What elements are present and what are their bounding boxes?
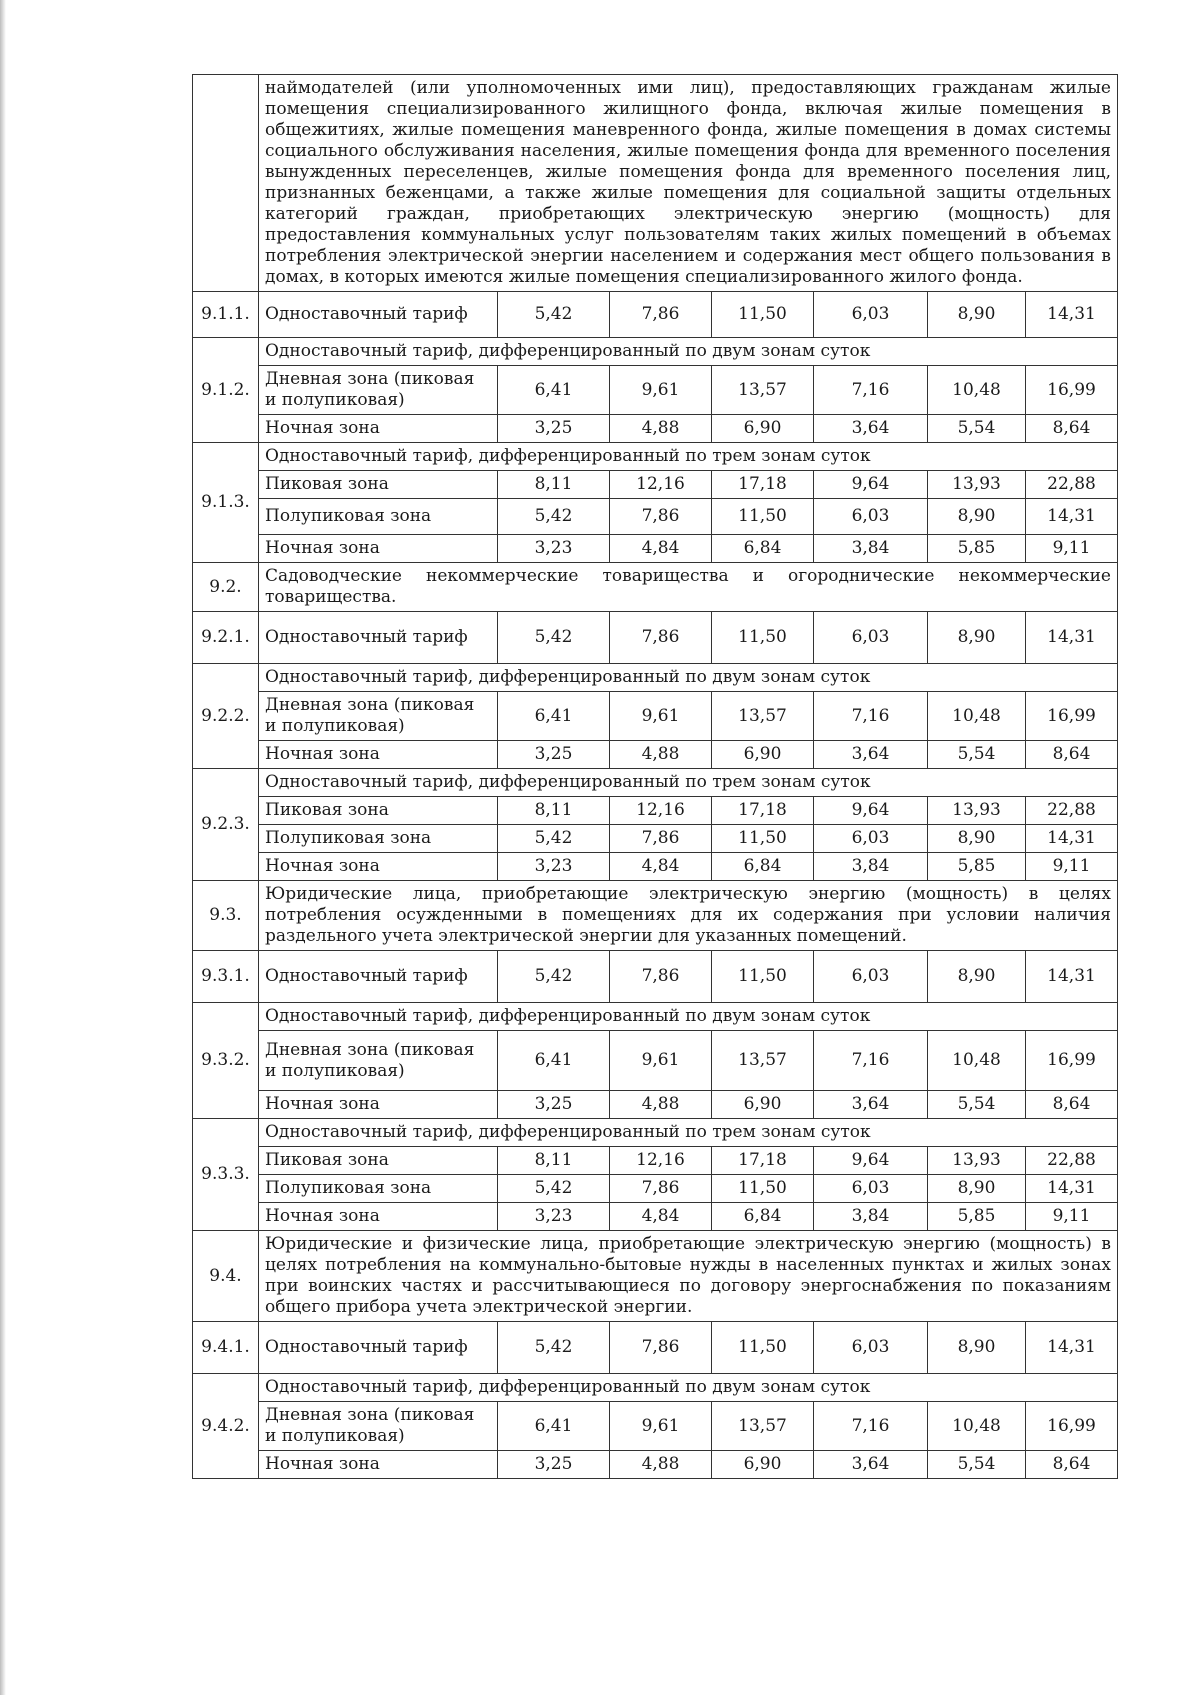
section-description: Юридические лица, приобретающие электрическую энергию (мощность) в целях потребления осужденными в помещениях для их содержания при условии наличия раздельного учета электрической энергии для указанных помещений. — [259, 881, 1118, 951]
table-row — [193, 1402, 1118, 1451]
tariff-value: 13,57 — [712, 692, 814, 741]
row-number: 9.3.2. — [193, 1003, 259, 1119]
table-row — [193, 1031, 1118, 1091]
table-row — [193, 471, 1118, 499]
table-row — [193, 1147, 1118, 1175]
row-number: 9.4.1. — [193, 1322, 259, 1374]
tariff-value: 3,84 — [814, 853, 928, 881]
table-row — [193, 1003, 1118, 1031]
tariff-value: 11,50 — [712, 951, 814, 1003]
subsection-header: Одноставочный тариф, дифференцированный по трем зонам суток — [259, 443, 1118, 471]
tariff-value: 6,84 — [712, 1203, 814, 1231]
tariff-value: 5,42 — [498, 1322, 610, 1374]
tariff-value: 9,61 — [610, 1031, 712, 1091]
tariff-label: Полупиковая зона — [259, 499, 498, 535]
tariff-value: 7,86 — [610, 612, 712, 664]
tariff-value: 8,64 — [1026, 1091, 1118, 1119]
row-number: 9.4.2. — [193, 1374, 259, 1479]
tariff-label: Одноставочный тариф — [259, 292, 498, 338]
tariff-value: 8,90 — [928, 951, 1026, 1003]
tariff-value: 4,88 — [610, 415, 712, 443]
table-row — [193, 535, 1118, 563]
tariff-value: 11,50 — [712, 612, 814, 664]
tariff-value: 6,03 — [814, 951, 928, 1003]
tariff-value: 7,16 — [814, 1031, 928, 1091]
tariff-value: 13,57 — [712, 366, 814, 415]
tariff-label: Дневная зона (пиковая и полупиковая) — [259, 1031, 498, 1091]
tariff-value: 16,99 — [1026, 366, 1118, 415]
tariff-value: 4,88 — [610, 741, 712, 769]
tariff-value: 3,64 — [814, 1091, 928, 1119]
tariff-label: Полупиковая зона — [259, 825, 498, 853]
tariff-value: 3,64 — [814, 741, 928, 769]
tariff-value: 4,88 — [610, 1451, 712, 1479]
tariff-value: 11,50 — [712, 1322, 814, 1374]
tariff-value: 9,61 — [610, 366, 712, 415]
table-row — [193, 741, 1118, 769]
tariff-value: 7,86 — [610, 1175, 712, 1203]
section-row — [193, 563, 1118, 612]
subsection-header: Одноставочный тариф, дифференцированный по двум зонам суток — [259, 664, 1118, 692]
row-number: 9.3.1. — [193, 951, 259, 1003]
tariff-value: 5,85 — [928, 535, 1026, 563]
tariff-label: Одноставочный тариф — [259, 1322, 498, 1374]
tariff-value: 13,93 — [928, 1147, 1026, 1175]
table-row — [193, 499, 1118, 535]
tariff-value: 5,42 — [498, 951, 610, 1003]
tariff-value: 14,31 — [1026, 1322, 1118, 1374]
tariff-value: 3,23 — [498, 1203, 610, 1231]
section-row — [193, 881, 1118, 951]
tariff-value: 7,86 — [610, 292, 712, 338]
tariff-label: Дневная зона (пиковая и полупиковая) — [259, 1402, 498, 1451]
tariff-value: 5,54 — [928, 741, 1026, 769]
tariff-value: 9,61 — [610, 692, 712, 741]
tariff-value: 11,50 — [712, 1175, 814, 1203]
tariff-value: 3,25 — [498, 1091, 610, 1119]
row-number: 9.2.2. — [193, 664, 259, 769]
tariff-value: 17,18 — [712, 797, 814, 825]
table-row — [193, 415, 1118, 443]
subsection-header: Одноставочный тариф, дифференцированный по двум зонам суток — [259, 1003, 1118, 1031]
subsection-header: Одноставочный тариф, дифференцированный по трем зонам суток — [259, 769, 1118, 797]
tariff-label: Ночная зона — [259, 1091, 498, 1119]
tariff-label: Одноставочный тариф — [259, 951, 498, 1003]
tariff-value: 13,57 — [712, 1031, 814, 1091]
tariff-value: 14,31 — [1026, 1175, 1118, 1203]
subsection-header: Одноставочный тариф, дифференцированный по двум зонам суток — [259, 338, 1118, 366]
intro-row — [193, 75, 1118, 292]
tariff-value: 6,03 — [814, 1175, 928, 1203]
tariff-value: 6,90 — [712, 1451, 814, 1479]
tariff-label: Дневная зона (пиковая и полупиковая) — [259, 366, 498, 415]
tariff-label: Дневная зона (пиковая и полупиковая) — [259, 692, 498, 741]
tariff-value: 10,48 — [928, 1031, 1026, 1091]
tariff-value: 8,11 — [498, 797, 610, 825]
tariff-value: 3,25 — [498, 1451, 610, 1479]
tariff-label: Полупиковая зона — [259, 1175, 498, 1203]
table-row — [193, 1119, 1118, 1147]
tariff-value: 8,64 — [1026, 1451, 1118, 1479]
tariff-value: 7,16 — [814, 692, 928, 741]
tariff-value: 7,16 — [814, 1402, 928, 1451]
table-row — [193, 612, 1118, 664]
table-row — [193, 1175, 1118, 1203]
table-row — [193, 951, 1118, 1003]
row-number-empty — [193, 75, 259, 292]
subsection-header: Одноставочный тариф, дифференцированный по трем зонам суток — [259, 1119, 1118, 1147]
tariff-value: 14,31 — [1026, 612, 1118, 664]
tariff-value: 3,64 — [814, 1451, 928, 1479]
tariff-value: 5,42 — [498, 612, 610, 664]
tariff-value: 4,84 — [610, 853, 712, 881]
tariff-value: 10,48 — [928, 366, 1026, 415]
tariff-value: 7,86 — [610, 951, 712, 1003]
tariff-value: 6,90 — [712, 1091, 814, 1119]
tariff-value: 4,84 — [610, 1203, 712, 1231]
tariff-value: 7,86 — [610, 825, 712, 853]
tariff-value: 3,84 — [814, 535, 928, 563]
tariff-value: 10,48 — [928, 1402, 1026, 1451]
tariff-value: 7,86 — [610, 1322, 712, 1374]
tariff-value: 5,42 — [498, 292, 610, 338]
tariff-value: 22,88 — [1026, 471, 1118, 499]
tariff-value: 5,54 — [928, 1091, 1026, 1119]
tariff-value: 8,64 — [1026, 741, 1118, 769]
tariff-value: 13,93 — [928, 471, 1026, 499]
tariff-value: 9,11 — [1026, 1203, 1118, 1231]
tariff-value: 5,85 — [928, 1203, 1026, 1231]
row-number: 9.3. — [193, 881, 259, 951]
table-row — [193, 825, 1118, 853]
tariff-label: Ночная зона — [259, 415, 498, 443]
tariff-value: 12,16 — [610, 471, 712, 499]
tariff-value: 6,90 — [712, 741, 814, 769]
tariff-table — [192, 74, 1118, 1479]
tariff-label: Ночная зона — [259, 741, 498, 769]
row-number: 9.1.2. — [193, 338, 259, 443]
tariff-label: Ночная зона — [259, 1451, 498, 1479]
tariff-value: 6,84 — [712, 535, 814, 563]
tariff-label: Пиковая зона — [259, 471, 498, 499]
tariff-value: 8,11 — [498, 471, 610, 499]
tariff-label: Пиковая зона — [259, 797, 498, 825]
tariff-value: 5,42 — [498, 825, 610, 853]
section-description: наймодателей (или уполномоченных ими лиц), предоставляющих гражданам жилые помещения специализированного жилищного фонда, включая жилые помещения в общежитиях, жилые помещения маневренного фонда, жилые помещения в домах системы социального обслуживания населения, жилые помещения фонда для временного поселения вынужденных переселенцев, жилые помещения фонда для временного поселения лиц, признанных беженцами, а также жилые помещения для социальной защиты отдельных категорий граждан, приобретающих электрическую энергию (мощность) для предоставления коммунальных услуг пользователям таких жилых помещений в объемах потребления электрической энергии населением и содержания мест общего пользования в домах, в которых имеются жилые помещения специализированного жилого фонда. — [259, 75, 1118, 292]
tariff-label: Пиковая зона — [259, 1147, 498, 1175]
tariff-value: 22,88 — [1026, 797, 1118, 825]
table-row — [193, 797, 1118, 825]
tariff-value: 13,57 — [712, 1402, 814, 1451]
tariff-value: 8,11 — [498, 1147, 610, 1175]
table-row — [193, 692, 1118, 741]
tariff-value: 17,18 — [712, 1147, 814, 1175]
tariff-value: 9,64 — [814, 1147, 928, 1175]
table-row — [193, 366, 1118, 415]
tariff-value: 14,31 — [1026, 292, 1118, 338]
tariff-value: 6,03 — [814, 612, 928, 664]
tariff-value: 6,03 — [814, 499, 928, 535]
tariff-value: 17,18 — [712, 471, 814, 499]
tariff-value: 3,23 — [498, 853, 610, 881]
table-row — [193, 292, 1118, 338]
tariff-value: 6,41 — [498, 366, 610, 415]
table-row — [193, 1091, 1118, 1119]
table-row — [193, 338, 1118, 366]
tariff-value: 6,03 — [814, 1322, 928, 1374]
tariff-value: 16,99 — [1026, 1031, 1118, 1091]
tariff-value: 12,16 — [610, 1147, 712, 1175]
tariff-label: Одноставочный тариф — [259, 612, 498, 664]
tariff-value: 6,41 — [498, 692, 610, 741]
tariff-value: 11,50 — [712, 825, 814, 853]
table-row — [193, 769, 1118, 797]
table-row — [193, 664, 1118, 692]
row-number: 9.1.1. — [193, 292, 259, 338]
tariff-value: 5,85 — [928, 853, 1026, 881]
tariff-value: 6,03 — [814, 825, 928, 853]
tariff-value: 5,54 — [928, 415, 1026, 443]
table-row — [193, 1322, 1118, 1374]
row-number: 9.3.3. — [193, 1119, 259, 1231]
tariff-value: 5,42 — [498, 499, 610, 535]
subsection-header: Одноставочный тариф, дифференцированный по двум зонам суток — [259, 1374, 1118, 1402]
table-row — [193, 1451, 1118, 1479]
row-number: 9.1.3. — [193, 443, 259, 563]
tariff-value: 16,99 — [1026, 692, 1118, 741]
section-row — [193, 1231, 1118, 1322]
tariff-value: 3,84 — [814, 1203, 928, 1231]
tariff-value: 3,25 — [498, 741, 610, 769]
page-edge-shadow — [0, 0, 6, 1695]
tariff-value: 13,93 — [928, 797, 1026, 825]
table-row — [193, 443, 1118, 471]
tariff-value: 4,84 — [610, 535, 712, 563]
tariff-value: 9,64 — [814, 471, 928, 499]
tariff-value: 6,03 — [814, 292, 928, 338]
tariff-value: 7,16 — [814, 366, 928, 415]
tariff-value: 11,50 — [712, 292, 814, 338]
tariff-value: 3,25 — [498, 415, 610, 443]
tariff-value: 8,90 — [928, 1322, 1026, 1374]
row-number: 9.2. — [193, 563, 259, 612]
section-description: Юридические и физические лица, приобретающие электрическую энергию (мощность) в целях потребления на коммунально-бытовые нужды в населенных пунктах и жилых зонах при воинских частях и рассчитывающиеся по договору энергоснабжения по показаниям общего прибора учета электрической энергии. — [259, 1231, 1118, 1322]
tariff-value: 8,90 — [928, 292, 1026, 338]
row-number: 9.2.1. — [193, 612, 259, 664]
tariff-label: Ночная зона — [259, 535, 498, 563]
tariff-value: 8,64 — [1026, 415, 1118, 443]
row-number: 9.4. — [193, 1231, 259, 1322]
tariff-value: 8,90 — [928, 612, 1026, 664]
row-number: 9.2.3. — [193, 769, 259, 881]
table-row — [193, 1203, 1118, 1231]
tariff-value: 4,88 — [610, 1091, 712, 1119]
tariff-value: 6,41 — [498, 1402, 610, 1451]
tariff-value: 6,41 — [498, 1031, 610, 1091]
tariff-value: 8,90 — [928, 825, 1026, 853]
tariff-value: 6,84 — [712, 853, 814, 881]
tariff-value: 10,48 — [928, 692, 1026, 741]
tariff-value: 3,64 — [814, 415, 928, 443]
tariff-value: 16,99 — [1026, 1402, 1118, 1451]
tariff-value: 11,50 — [712, 499, 814, 535]
tariff-value: 8,90 — [928, 499, 1026, 535]
tariff-value: 5,42 — [498, 1175, 610, 1203]
tariff-value: 9,11 — [1026, 853, 1118, 881]
tariff-value: 14,31 — [1026, 499, 1118, 535]
table-row — [193, 1374, 1118, 1402]
tariff-value: 12,16 — [610, 797, 712, 825]
section-description: Садоводческие некоммерческие товарищества и огороднические некоммерческие товарищества. — [259, 563, 1118, 612]
tariff-value: 5,54 — [928, 1451, 1026, 1479]
tariff-value: 22,88 — [1026, 1147, 1118, 1175]
tariff-label: Ночная зона — [259, 853, 498, 881]
tariff-value: 9,64 — [814, 797, 928, 825]
tariff-value: 6,90 — [712, 415, 814, 443]
tariff-value: 3,23 — [498, 535, 610, 563]
tariff-value: 7,86 — [610, 499, 712, 535]
tariff-label: Ночная зона — [259, 1203, 498, 1231]
tariff-value: 14,31 — [1026, 825, 1118, 853]
tariff-value: 8,90 — [928, 1175, 1026, 1203]
tariff-value: 14,31 — [1026, 951, 1118, 1003]
table-row — [193, 853, 1118, 881]
tariff-value: 9,11 — [1026, 535, 1118, 563]
tariff-value: 9,61 — [610, 1402, 712, 1451]
